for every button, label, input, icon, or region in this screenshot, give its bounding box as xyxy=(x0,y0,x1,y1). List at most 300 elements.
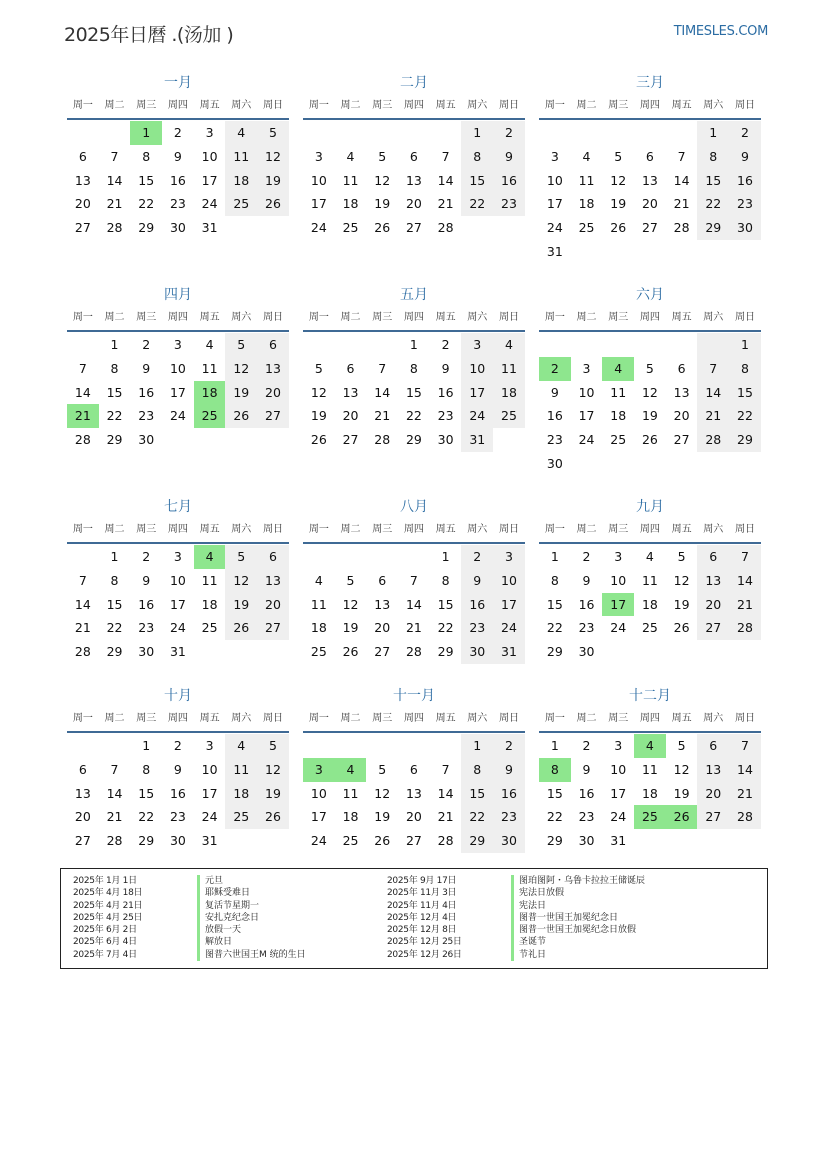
day-cell[interactable]: 15 xyxy=(106,384,123,400)
day-cell[interactable]: 23 xyxy=(138,408,155,424)
day-cell[interactable]: 16 xyxy=(437,384,454,400)
day-cell[interactable]: 7 xyxy=(78,572,87,588)
day-cell[interactable]: 3 xyxy=(614,738,623,753)
day-cell[interactable]: 6 xyxy=(257,333,289,357)
day-cell[interactable]: 4 xyxy=(225,121,257,145)
day-cell[interactable]: 4 xyxy=(205,337,214,352)
day-cell[interactable]: 12 xyxy=(225,569,257,593)
day-cell[interactable]: 30 xyxy=(461,640,493,664)
day-cell[interactable]: 2 xyxy=(142,337,151,352)
day-cell[interactable]: 30 xyxy=(169,833,186,849)
day-cell[interactable]: 14 xyxy=(697,381,729,405)
day-cell[interactable]: 30 xyxy=(138,432,155,448)
day-cell[interactable]: 6 xyxy=(697,734,729,758)
day-cell[interactable]: 29 xyxy=(546,644,563,660)
day-cell[interactable]: 22 xyxy=(546,620,563,636)
day-cell[interactable]: 10 xyxy=(310,172,327,188)
day-cell[interactable]: 29 xyxy=(405,432,422,448)
day-cell[interactable]: 1 xyxy=(142,738,151,753)
day-cell[interactable]: 5 xyxy=(645,360,654,376)
day-cell[interactable]: 24 xyxy=(610,620,627,636)
day-cell[interactable]: 18 xyxy=(201,596,218,612)
day-cell[interactable]: 17 xyxy=(310,196,327,212)
day-cell[interactable]: 22 xyxy=(546,809,563,825)
day-cell[interactable]: 31 xyxy=(610,833,627,849)
day-cell[interactable]: 13 xyxy=(74,172,91,188)
day-cell[interactable]: 29 xyxy=(106,644,123,660)
day-cell[interactable]: 24 xyxy=(610,809,627,825)
day-cell[interactable]: 6 xyxy=(409,761,418,777)
day-cell[interactable]: 23 xyxy=(437,408,454,424)
day-cell[interactable]: 11 xyxy=(342,172,359,188)
day-cell[interactable]: 3 xyxy=(582,360,591,376)
day-cell[interactable]: 5 xyxy=(257,734,289,758)
day-cell[interactable]: 28 xyxy=(697,428,729,452)
day-cell[interactable]: 19 xyxy=(225,593,257,617)
day-cell[interactable]: 11 xyxy=(578,172,595,188)
day-cell[interactable]: 20 xyxy=(405,196,422,212)
day-cell[interactable]: 7 xyxy=(677,148,686,164)
day-cell[interactable]: 26 xyxy=(610,220,627,236)
day-cell[interactable]: 8 xyxy=(409,360,418,376)
day-cell[interactable]: 8 xyxy=(697,145,729,169)
day-cell[interactable]: 20 xyxy=(257,593,289,617)
day-cell[interactable]: 8 xyxy=(142,148,151,164)
day-cell[interactable]: 13 xyxy=(342,384,359,400)
holiday-day-cell[interactable]: 3 xyxy=(303,758,335,782)
day-cell[interactable]: 1 xyxy=(729,333,761,357)
day-cell[interactable]: 4 xyxy=(346,148,355,164)
day-cell[interactable]: 12 xyxy=(257,758,289,782)
day-cell[interactable]: 20 xyxy=(74,809,91,825)
day-cell[interactable]: 12 xyxy=(257,145,289,169)
day-cell[interactable]: 25 xyxy=(225,805,257,829)
day-cell[interactable]: 28 xyxy=(74,644,91,660)
day-cell[interactable]: 17 xyxy=(546,196,563,212)
day-cell[interactable]: 6 xyxy=(409,148,418,164)
day-cell[interactable]: 12 xyxy=(374,172,391,188)
day-cell[interactable]: 8 xyxy=(441,572,450,588)
day-cell[interactable]: 25 xyxy=(578,220,595,236)
day-cell[interactable]: 19 xyxy=(673,596,690,612)
day-cell[interactable]: 9 xyxy=(493,758,525,782)
day-cell[interactable]: 29 xyxy=(461,829,493,853)
day-cell[interactable]: 13 xyxy=(405,172,422,188)
day-cell[interactable]: 21 xyxy=(106,809,123,825)
day-cell[interactable]: 11 xyxy=(610,384,627,400)
day-cell[interactable]: 24 xyxy=(493,616,525,640)
day-cell[interactable]: 30 xyxy=(578,644,595,660)
day-cell[interactable]: 23 xyxy=(169,809,186,825)
day-cell[interactable]: 16 xyxy=(578,596,595,612)
day-cell[interactable]: 18 xyxy=(641,596,658,612)
day-cell[interactable]: 7 xyxy=(409,572,418,588)
day-cell[interactable]: 25 xyxy=(342,220,359,236)
day-cell[interactable]: 10 xyxy=(310,785,327,801)
day-cell[interactable]: 9 xyxy=(142,360,151,376)
day-cell[interactable]: 29 xyxy=(138,220,155,236)
day-cell[interactable]: 15 xyxy=(138,172,155,188)
day-cell[interactable]: 27 xyxy=(74,220,91,236)
day-cell[interactable]: 29 xyxy=(138,833,155,849)
day-cell[interactable]: 23 xyxy=(169,196,186,212)
day-cell[interactable]: 6 xyxy=(645,148,654,164)
day-cell[interactable]: 29 xyxy=(697,216,729,240)
day-cell[interactable]: 6 xyxy=(378,572,387,588)
day-cell[interactable]: 8 xyxy=(729,357,761,381)
day-cell[interactable]: 12 xyxy=(673,761,690,777)
day-cell[interactable]: 13 xyxy=(74,785,91,801)
day-cell[interactable]: 28 xyxy=(437,833,454,849)
day-cell[interactable]: 14 xyxy=(405,596,422,612)
day-cell[interactable]: 27 xyxy=(257,616,289,640)
day-cell[interactable]: 8 xyxy=(461,145,493,169)
day-cell[interactable]: 25 xyxy=(310,644,327,660)
day-cell[interactable]: 11 xyxy=(342,785,359,801)
day-cell[interactable]: 28 xyxy=(729,805,761,829)
day-cell[interactable]: 19 xyxy=(225,381,257,405)
day-cell[interactable]: 6 xyxy=(697,545,729,569)
day-cell[interactable]: 10 xyxy=(578,384,595,400)
day-cell[interactable]: 9 xyxy=(582,761,591,777)
day-cell[interactable]: 27 xyxy=(673,432,690,448)
day-cell[interactable]: 27 xyxy=(74,833,91,849)
day-cell[interactable]: 12 xyxy=(374,785,391,801)
day-cell[interactable]: 30 xyxy=(437,432,454,448)
day-cell[interactable]: 4 xyxy=(493,333,525,357)
day-cell[interactable]: 25 xyxy=(225,192,257,216)
day-cell[interactable]: 10 xyxy=(169,360,186,376)
day-cell[interactable]: 5 xyxy=(677,549,686,564)
holiday-day-cell[interactable]: 8 xyxy=(539,758,571,782)
day-cell[interactable]: 1 xyxy=(461,121,493,145)
day-cell[interactable]: 14 xyxy=(106,785,123,801)
day-cell[interactable]: 27 xyxy=(697,805,729,829)
day-cell[interactable]: 27 xyxy=(374,644,391,660)
day-cell[interactable]: 20 xyxy=(673,408,690,424)
day-cell[interactable]: 9 xyxy=(729,145,761,169)
day-cell[interactable]: 23 xyxy=(578,809,595,825)
day-cell[interactable]: 21 xyxy=(405,620,422,636)
day-cell[interactable]: 27 xyxy=(405,220,422,236)
day-cell[interactable]: 7 xyxy=(441,148,450,164)
day-cell[interactable]: 26 xyxy=(374,220,391,236)
day-cell[interactable]: 21 xyxy=(106,196,123,212)
day-cell[interactable]: 1 xyxy=(409,337,418,352)
day-cell[interactable]: 16 xyxy=(169,172,186,188)
day-cell[interactable]: 17 xyxy=(493,593,525,617)
day-cell[interactable]: 21 xyxy=(673,196,690,212)
day-cell[interactable]: 13 xyxy=(697,758,729,782)
day-cell[interactable]: 23 xyxy=(578,620,595,636)
day-cell[interactable]: 22 xyxy=(138,196,155,212)
day-cell[interactable]: 3 xyxy=(550,148,559,164)
day-cell[interactable]: 13 xyxy=(697,569,729,593)
day-cell[interactable]: 4 xyxy=(582,148,591,164)
day-cell[interactable]: 30 xyxy=(578,833,595,849)
day-cell[interactable]: 28 xyxy=(74,432,91,448)
day-cell[interactable]: 12 xyxy=(310,384,327,400)
holiday-day-cell[interactable]: 4 xyxy=(634,734,666,758)
day-cell[interactable]: 14 xyxy=(74,384,91,400)
day-cell[interactable]: 14 xyxy=(437,785,454,801)
day-cell[interactable]: 27 xyxy=(641,220,658,236)
day-cell[interactable]: 21 xyxy=(729,593,761,617)
day-cell[interactable]: 31 xyxy=(169,644,186,660)
day-cell[interactable]: 16 xyxy=(493,169,525,193)
day-cell[interactable]: 11 xyxy=(310,596,327,612)
day-cell[interactable]: 12 xyxy=(610,172,627,188)
day-cell[interactable]: 11 xyxy=(201,360,218,376)
day-cell[interactable]: 14 xyxy=(74,596,91,612)
day-cell[interactable]: 20 xyxy=(257,381,289,405)
day-cell[interactable]: 17 xyxy=(578,408,595,424)
day-cell[interactable]: 13 xyxy=(257,357,289,381)
day-cell[interactable]: 23 xyxy=(729,192,761,216)
day-cell[interactable]: 14 xyxy=(437,172,454,188)
day-cell[interactable]: 5 xyxy=(614,148,623,164)
day-cell[interactable]: 3 xyxy=(205,738,214,753)
day-cell[interactable]: 16 xyxy=(729,169,761,193)
day-cell[interactable]: 2 xyxy=(441,337,450,352)
day-cell[interactable]: 25 xyxy=(493,404,525,428)
day-cell[interactable]: 15 xyxy=(437,596,454,612)
day-cell[interactable]: 31 xyxy=(493,640,525,664)
day-cell[interactable]: 30 xyxy=(169,220,186,236)
day-cell[interactable]: 30 xyxy=(729,216,761,240)
day-cell[interactable]: 25 xyxy=(201,620,218,636)
day-cell[interactable]: 31 xyxy=(201,833,218,849)
day-cell[interactable]: 22 xyxy=(697,192,729,216)
day-cell[interactable]: 17 xyxy=(461,381,493,405)
day-cell[interactable]: 23 xyxy=(546,432,563,448)
day-cell[interactable]: 20 xyxy=(641,196,658,212)
day-cell[interactable]: 13 xyxy=(257,569,289,593)
day-cell[interactable]: 29 xyxy=(106,432,123,448)
day-cell[interactable]: 10 xyxy=(201,148,218,164)
day-cell[interactable]: 2 xyxy=(461,545,493,569)
day-cell[interactable]: 22 xyxy=(461,805,493,829)
day-cell[interactable]: 19 xyxy=(374,809,391,825)
day-cell[interactable]: 1 xyxy=(110,337,119,352)
day-cell[interactable]: 22 xyxy=(106,408,123,424)
day-cell[interactable]: 15 xyxy=(546,596,563,612)
day-cell[interactable]: 9 xyxy=(461,569,493,593)
day-cell[interactable]: 20 xyxy=(697,782,729,806)
day-cell[interactable]: 19 xyxy=(610,196,627,212)
day-cell[interactable]: 27 xyxy=(697,616,729,640)
day-cell[interactable]: 20 xyxy=(405,809,422,825)
day-cell[interactable]: 3 xyxy=(173,337,182,352)
holiday-day-cell[interactable]: 4 xyxy=(602,357,634,381)
day-cell[interactable]: 3 xyxy=(461,333,493,357)
day-cell[interactable]: 6 xyxy=(346,360,355,376)
day-cell[interactable]: 21 xyxy=(729,782,761,806)
day-cell[interactable]: 9 xyxy=(582,572,591,588)
day-cell[interactable]: 10 xyxy=(610,572,627,588)
day-cell[interactable]: 16 xyxy=(138,596,155,612)
day-cell[interactable]: 14 xyxy=(729,569,761,593)
day-cell[interactable]: 23 xyxy=(138,620,155,636)
day-cell[interactable]: 27 xyxy=(342,432,359,448)
day-cell[interactable]: 15 xyxy=(461,169,493,193)
day-cell[interactable]: 17 xyxy=(610,785,627,801)
day-cell[interactable]: 14 xyxy=(729,758,761,782)
day-cell[interactable]: 24 xyxy=(310,220,327,236)
day-cell[interactable]: 18 xyxy=(342,809,359,825)
day-cell[interactable]: 19 xyxy=(641,408,658,424)
day-cell[interactable]: 18 xyxy=(610,408,627,424)
day-cell[interactable]: 20 xyxy=(374,620,391,636)
day-cell[interactable]: 15 xyxy=(546,785,563,801)
day-cell[interactable]: 23 xyxy=(493,192,525,216)
day-cell[interactable]: 29 xyxy=(546,833,563,849)
day-cell[interactable]: 20 xyxy=(342,408,359,424)
day-cell[interactable]: 9 xyxy=(173,148,182,164)
day-cell[interactable]: 26 xyxy=(225,404,257,428)
day-cell[interactable]: 5 xyxy=(257,121,289,145)
day-cell[interactable]: 16 xyxy=(493,782,525,806)
day-cell[interactable]: 7 xyxy=(78,360,87,376)
day-cell[interactable]: 26 xyxy=(374,833,391,849)
day-cell[interactable]: 19 xyxy=(310,408,327,424)
day-cell[interactable]: 18 xyxy=(493,381,525,405)
day-cell[interactable]: 26 xyxy=(673,620,690,636)
day-cell[interactable]: 25 xyxy=(610,432,627,448)
holiday-day-cell[interactable]: 2 xyxy=(539,357,571,381)
day-cell[interactable]: 21 xyxy=(74,620,91,636)
day-cell[interactable]: 15 xyxy=(405,384,422,400)
day-cell[interactable]: 20 xyxy=(74,196,91,212)
day-cell[interactable]: 22 xyxy=(729,404,761,428)
day-cell[interactable]: 17 xyxy=(201,785,218,801)
day-cell[interactable]: 31 xyxy=(201,220,218,236)
day-cell[interactable]: 27 xyxy=(405,833,422,849)
day-cell[interactable]: 21 xyxy=(437,809,454,825)
day-cell[interactable]: 1 xyxy=(697,121,729,145)
day-cell[interactable]: 29 xyxy=(437,644,454,660)
day-cell[interactable]: 14 xyxy=(106,172,123,188)
day-cell[interactable]: 26 xyxy=(225,616,257,640)
day-cell[interactable]: 5 xyxy=(225,333,257,357)
holiday-day-cell[interactable]: 18 xyxy=(194,381,226,405)
day-cell[interactable]: 5 xyxy=(378,148,387,164)
day-cell[interactable]: 22 xyxy=(405,408,422,424)
day-cell[interactable]: 21 xyxy=(374,408,391,424)
day-cell[interactable]: 5 xyxy=(225,545,257,569)
day-cell[interactable]: 9 xyxy=(493,145,525,169)
day-cell[interactable]: 11 xyxy=(201,572,218,588)
day-cell[interactable]: 26 xyxy=(342,644,359,660)
day-cell[interactable]: 8 xyxy=(110,360,119,376)
day-cell[interactable]: 30 xyxy=(493,829,525,853)
day-cell[interactable]: 13 xyxy=(405,785,422,801)
day-cell[interactable]: 28 xyxy=(106,833,123,849)
day-cell[interactable]: 16 xyxy=(546,408,563,424)
day-cell[interactable]: 8 xyxy=(550,572,559,588)
day-cell[interactable]: 6 xyxy=(257,545,289,569)
day-cell[interactable]: 26 xyxy=(257,805,289,829)
day-cell[interactable]: 2 xyxy=(493,734,525,758)
holiday-day-cell[interactable]: 25 xyxy=(634,805,666,829)
day-cell[interactable]: 9 xyxy=(441,360,450,376)
day-cell[interactable]: 15 xyxy=(697,169,729,193)
day-cell[interactable]: 7 xyxy=(441,761,450,777)
holiday-day-cell[interactable]: 25 xyxy=(194,404,226,428)
day-cell[interactable]: 13 xyxy=(673,384,690,400)
holiday-day-cell[interactable]: 4 xyxy=(194,545,226,569)
day-cell[interactable]: 16 xyxy=(138,384,155,400)
day-cell[interactable]: 11 xyxy=(225,758,257,782)
day-cell[interactable]: 4 xyxy=(225,734,257,758)
day-cell[interactable]: 11 xyxy=(641,572,658,588)
day-cell[interactable]: 24 xyxy=(578,432,595,448)
day-cell[interactable]: 2 xyxy=(493,121,525,145)
day-cell[interactable]: 4 xyxy=(645,549,654,564)
day-cell[interactable]: 24 xyxy=(169,408,186,424)
day-cell[interactable]: 29 xyxy=(729,428,761,452)
day-cell[interactable]: 1 xyxy=(550,738,559,753)
day-cell[interactable]: 4 xyxy=(314,572,323,588)
day-cell[interactable]: 7 xyxy=(110,761,119,777)
day-cell[interactable]: 10 xyxy=(610,761,627,777)
day-cell[interactable]: 6 xyxy=(78,761,87,777)
day-cell[interactable]: 2 xyxy=(173,738,182,753)
day-cell[interactable]: 24 xyxy=(201,196,218,212)
day-cell[interactable]: 18 xyxy=(225,782,257,806)
day-cell[interactable]: 3 xyxy=(205,125,214,140)
day-cell[interactable]: 8 xyxy=(110,572,119,588)
day-cell[interactable]: 30 xyxy=(138,644,155,660)
holiday-day-cell[interactable]: 1 xyxy=(130,121,162,145)
day-cell[interactable]: 23 xyxy=(493,805,525,829)
day-cell[interactable]: 27 xyxy=(257,404,289,428)
day-cell[interactable]: 18 xyxy=(225,169,257,193)
day-cell[interactable]: 22 xyxy=(106,620,123,636)
day-cell[interactable]: 10 xyxy=(201,761,218,777)
day-cell[interactable]: 10 xyxy=(493,569,525,593)
day-cell[interactable]: 9 xyxy=(550,384,559,400)
day-cell[interactable]: 2 xyxy=(142,549,151,564)
day-cell[interactable]: 1 xyxy=(550,549,559,564)
day-cell[interactable]: 24 xyxy=(461,404,493,428)
day-cell[interactable]: 7 xyxy=(729,734,761,758)
holiday-day-cell[interactable]: 4 xyxy=(335,758,367,782)
day-cell[interactable]: 3 xyxy=(173,549,182,564)
day-cell[interactable]: 3 xyxy=(614,549,623,564)
day-cell[interactable]: 12 xyxy=(641,384,658,400)
day-cell[interactable]: 3 xyxy=(314,148,323,164)
day-cell[interactable]: 13 xyxy=(374,596,391,612)
day-cell[interactable]: 28 xyxy=(405,644,422,660)
day-cell[interactable]: 17 xyxy=(169,384,186,400)
day-cell[interactable]: 19 xyxy=(257,782,289,806)
day-cell[interactable]: 18 xyxy=(342,196,359,212)
day-cell[interactable]: 21 xyxy=(697,404,729,428)
day-cell[interactable]: 7 xyxy=(729,545,761,569)
day-cell[interactable]: 11 xyxy=(225,145,257,169)
day-cell[interactable]: 3 xyxy=(493,545,525,569)
day-cell[interactable]: 11 xyxy=(493,357,525,381)
day-cell[interactable]: 9 xyxy=(142,572,151,588)
day-cell[interactable]: 24 xyxy=(169,620,186,636)
day-cell[interactable]: 5 xyxy=(677,738,686,753)
day-cell[interactable]: 7 xyxy=(378,360,387,376)
day-cell[interactable]: 5 xyxy=(378,761,387,777)
day-cell[interactable]: 12 xyxy=(225,357,257,381)
day-cell[interactable]: 23 xyxy=(461,616,493,640)
day-cell[interactable]: 6 xyxy=(78,148,87,164)
